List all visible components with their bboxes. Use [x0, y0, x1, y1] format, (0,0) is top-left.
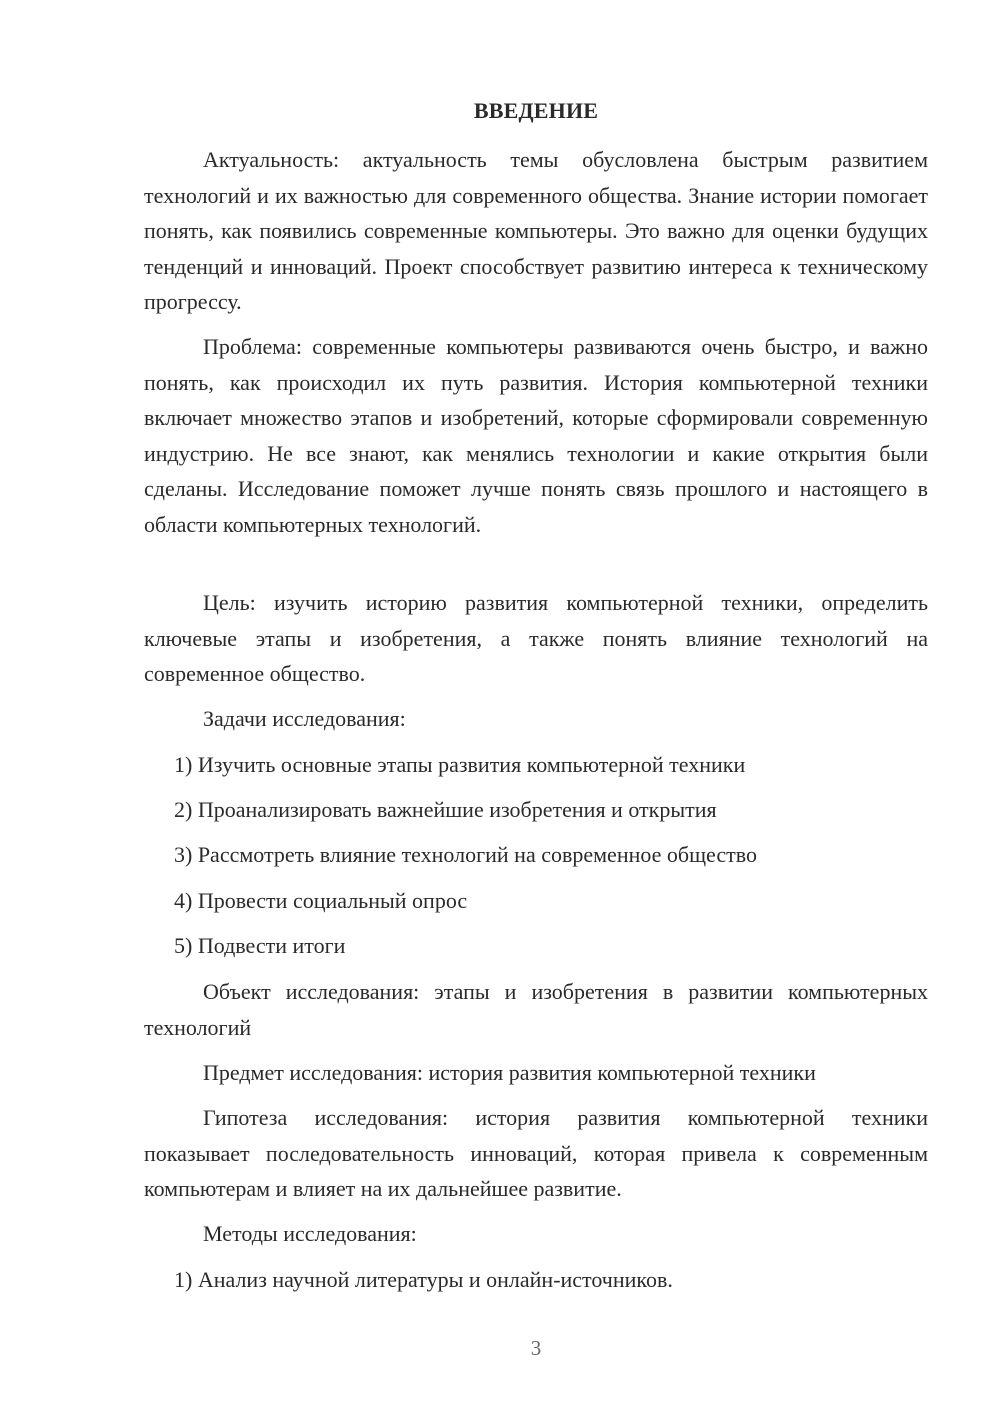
object-paragraph: Объект исследования: этапы и изобретения в развитии компьютерных технологий	[144, 979, 928, 1040]
problem-paragraph: Проблема: современные компьютеры развиваются очень быстро, и важно понять, как происходил их путь развития. История компьютерной техники включает множество этапов и изобретений, которые сформировали современную индустрию. Не все знают, как менялись технологии и какие открытия были сделаны. Исследование поможет лучше понять связь прошлого и настоящего в области компьютерных технологий.	[144, 334, 928, 537]
method-item-1: 1) Анализ научной литературы и онлайн-источников.	[174, 1267, 673, 1292]
relevance-paragraph: Актуальность: актуальность темы обусловлена быстрым развитием технологий и их важностью для современного общества. Знание истории помогает понять, как появились современные компьютеры. Это важно для оценки будущих тенденций и инноваций. Проект способствует развитию интереса к техническому прогрессу.	[144, 147, 928, 314]
document-page	[144, 0, 928, 1414]
task-item-3: 3) Рассмотреть влияние технологий на современное общество	[174, 842, 757, 867]
task-item-1: 1) Изучить основные этапы развития компьютерной техники	[174, 752, 746, 777]
goal-paragraph: Цель: изучить историю развития компьютерной техники, определить ключевые этапы и изобретения, а также понять влияние технологий на современное общество.	[144, 590, 928, 686]
subject-line: Предмет исследования: история развития компьютерной техники	[203, 1060, 816, 1085]
section-heading: ВВЕДЕНИЕ	[473, 98, 599, 123]
tasks-heading: Задачи исследования:	[203, 706, 406, 731]
page-number: 3	[530, 1336, 542, 1360]
task-item-5: 5) Подвести итоги	[174, 933, 346, 958]
hypothesis-paragraph: Гипотеза исследования: история развития компьютерной техники показывает последовательность инноваций, которая привела к современным компьютерам и влияет на их дальнейшее развитие.	[144, 1105, 928, 1201]
task-item-2: 2) Проанализировать важнейшие изобретения и открытия	[174, 797, 717, 822]
methods-heading: Методы исследования:	[203, 1221, 417, 1246]
task-item-4: 4) Провести социальный опрос	[174, 888, 468, 913]
